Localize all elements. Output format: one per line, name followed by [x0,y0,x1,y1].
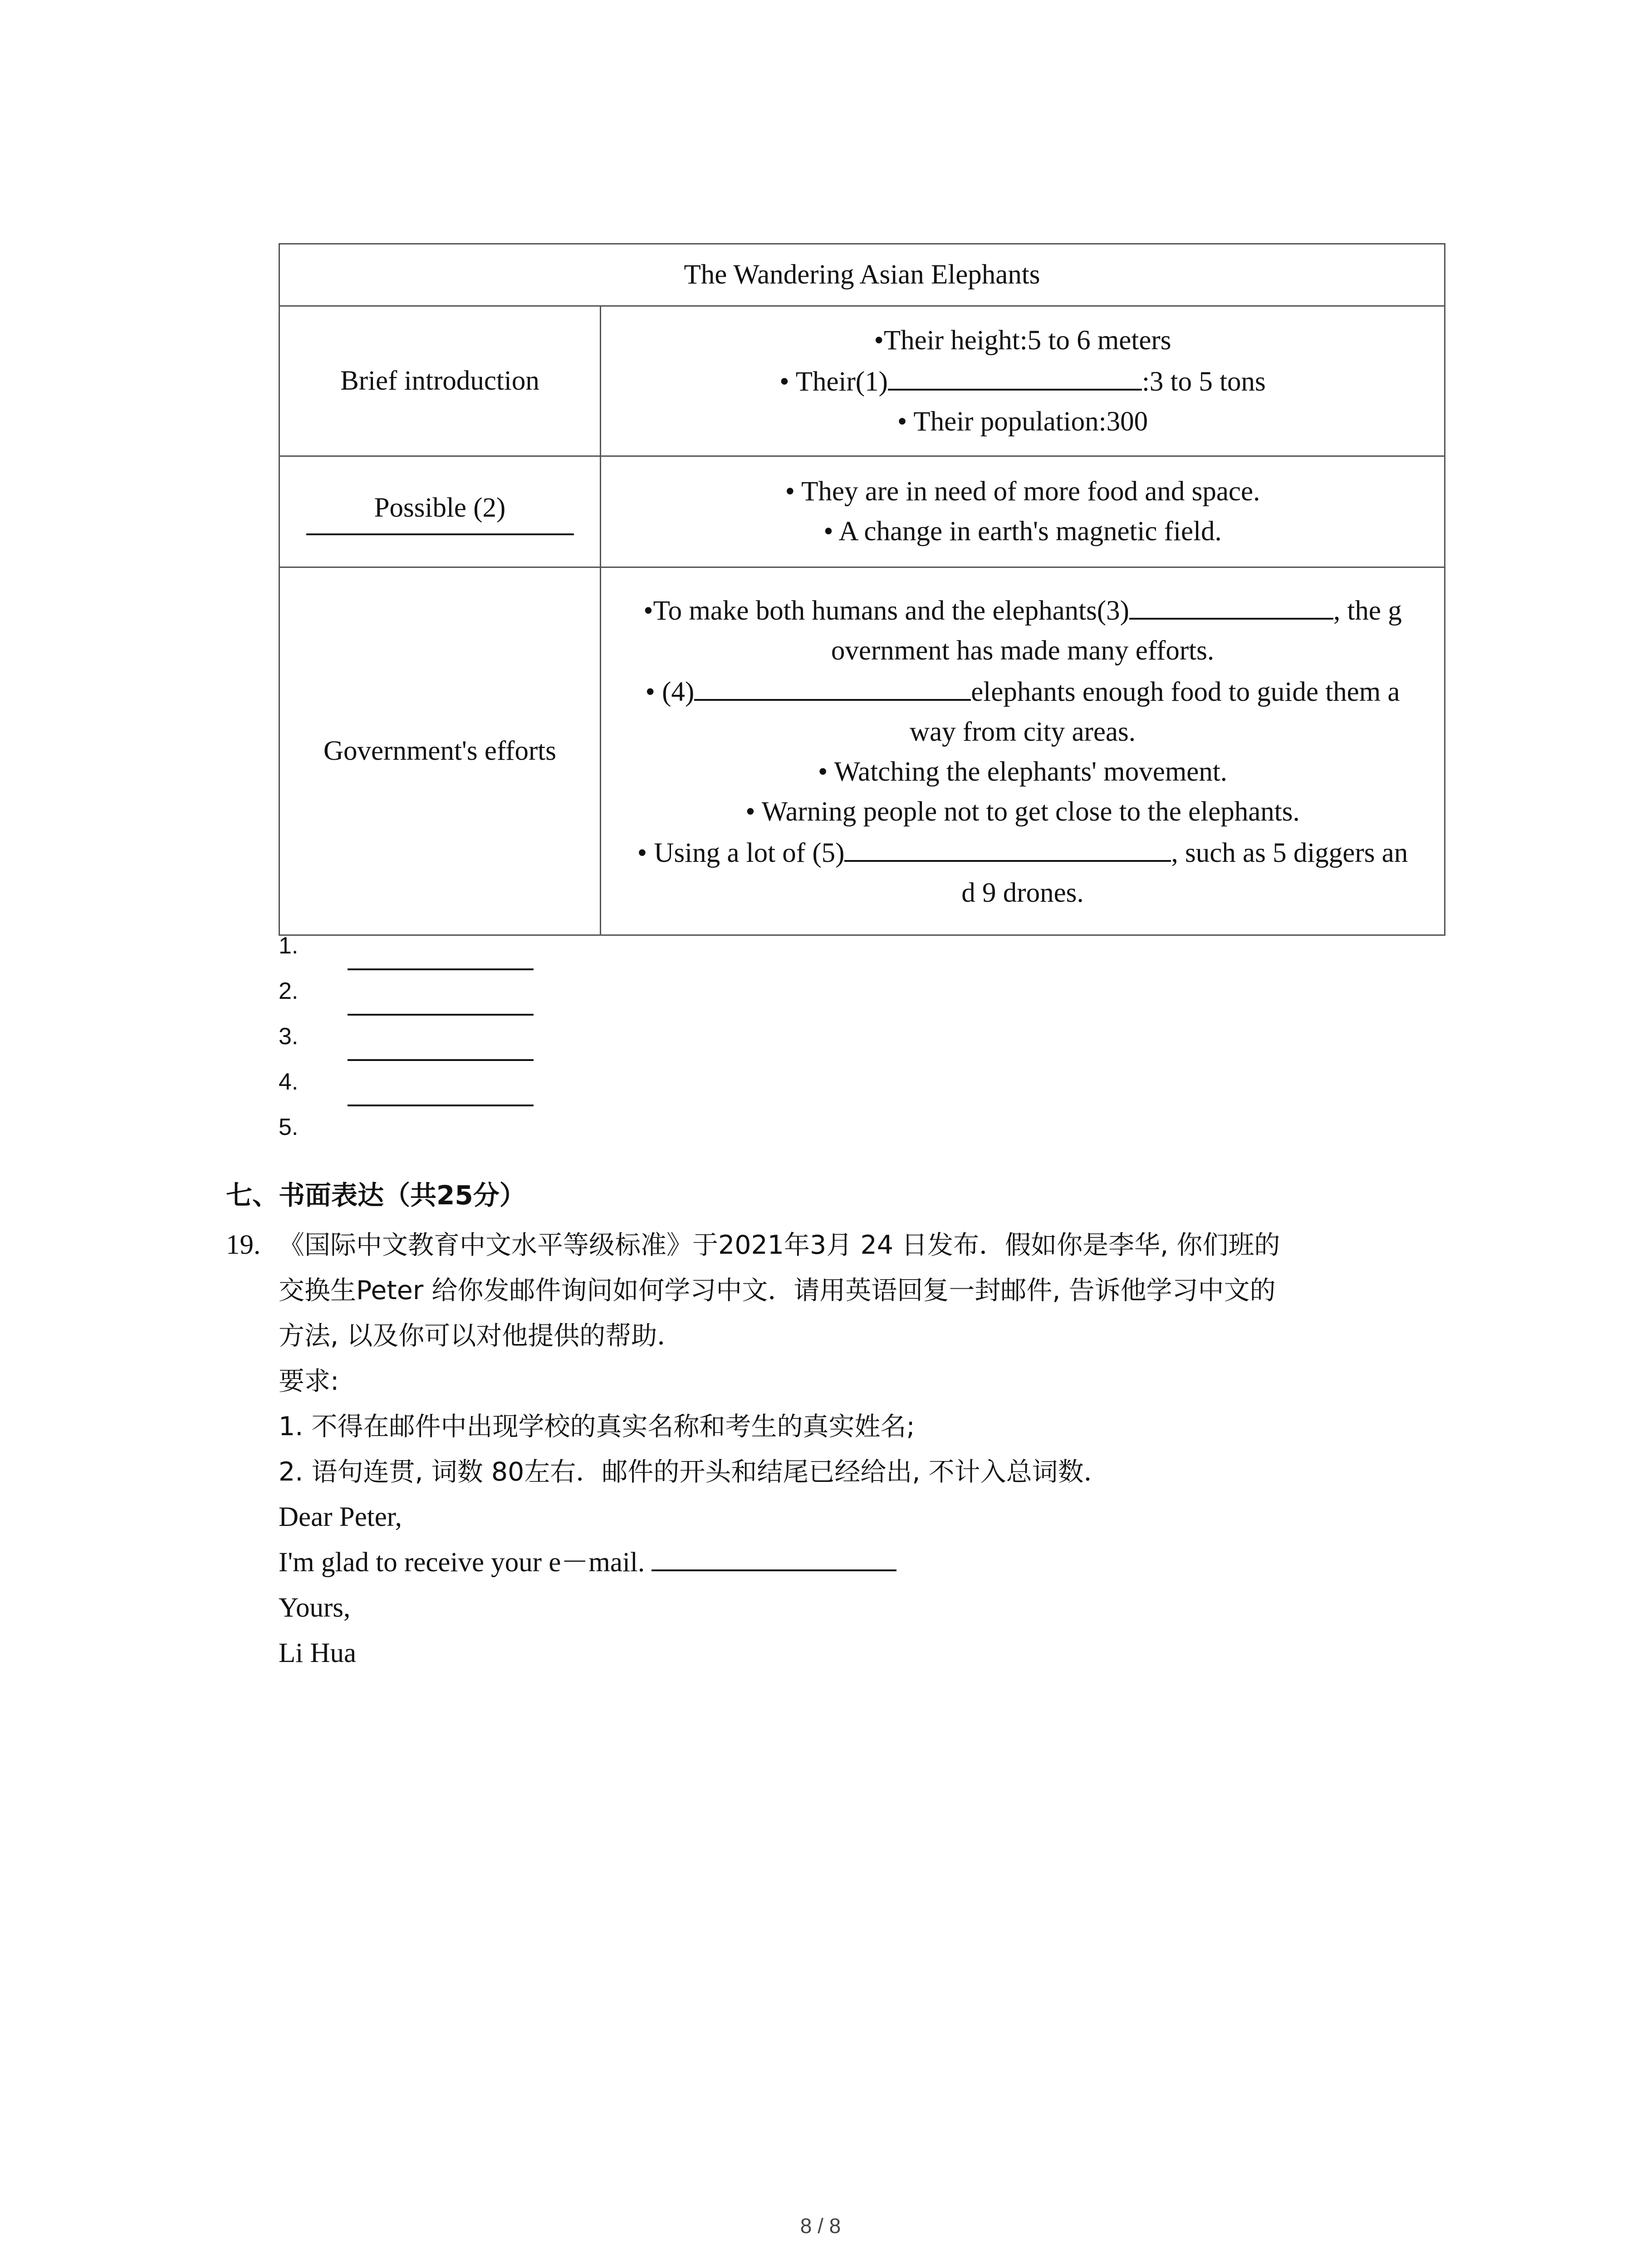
possible-label-cell [279,456,601,567]
blank-4[interactable] [694,671,971,701]
table-title: The Wandering Asian Elephants [279,244,1445,306]
answer-number: 4. [279,1069,299,1095]
elephants-info-table [279,243,1445,936]
gov-effort-2-cont: way from city areas. [910,716,1136,747]
email-closing: Yours, [279,1593,351,1623]
email-signature: Li Hua [279,1638,357,1668]
requirement-1: 1. 不得在邮件中出现学校的真实名称和考生的真实姓名; [279,1412,915,1442]
brief-introduction-content [601,306,1445,456]
gov-effort-1 [602,590,1444,631]
gov-effort-5-prefix: • Using a lot of (5) [637,837,845,868]
government-efforts-content [601,567,1445,935]
answer-number: 3. [279,1023,299,1050]
brief-weight-line [602,361,1444,402]
section-title: 七、书面表达（共25分） [226,1180,526,1211]
blank-2[interactable] [306,533,574,535]
requirement-2: 2. 语句连贯, 词数 80左右．邮件的开头和结尾已经给出, 不计入总词数． [279,1457,1110,1487]
table-row-brief [279,306,1445,456]
possible-content [601,456,1445,567]
question-text-line-3: 方法, 以及你可以对他提供的帮助． [279,1321,683,1351]
possible-reason-2: • A change in earth's magnetic field. [823,516,1222,547]
table-row-government [279,567,1445,935]
email-greeting: Dear Peter, [279,1502,402,1532]
brief-weight-prefix: • Their(1) [779,366,888,397]
question-text-line-1: 《国际中文教育中文水平等级标准》于2021年3月 24 日发布．假如你是李华, 你们班的 [279,1230,1280,1260]
brief-height-text: •Their height:5 to 6 meters [874,325,1171,356]
answer-line-2[interactable] [279,978,551,1023]
gov-effort-2-suffix: elephants enough food to guide them a [971,676,1400,707]
gov-effort-5-cont: d 9 drones. [961,877,1084,908]
page-number: 8 / 8 [800,2214,841,2238]
answer-line-5[interactable] [279,1114,551,1159]
gov-effort-5-suffix: , such as 5 diggers an [1171,837,1408,868]
gov-effort-2-prefix: • (4) [645,676,695,707]
answer-line-1[interactable] [279,932,551,978]
table-row-possible [279,456,1445,567]
answer-line-3[interactable] [279,1023,551,1068]
answer-line-4[interactable] [279,1068,551,1114]
answer-underline [348,1105,534,1106]
brief-weight-suffix: :3 to 5 tons [1141,366,1266,397]
question-number: 19. [226,1230,261,1260]
question-text-line-2: 交换生Peter 给你发邮件询问如何学习中文．请用英语回复一封邮件, 告诉他学习中文的 [279,1276,1276,1305]
possible-reason-1: • They are in need of more food and space. [785,476,1260,507]
email-body-blank[interactable] [652,1541,896,1571]
email-opening-text: I'm glad to receive your e－mail. [279,1547,645,1578]
government-efforts-label: Government's efforts [279,567,601,935]
gov-effort-3: • Watching the elephants' movement. [818,756,1228,787]
possible-label: Possible (2) [374,493,506,523]
gov-effort-1-cont: overnment has made many efforts. [831,635,1215,666]
answer-number: 5. [279,1114,299,1140]
answer-number: 2. [279,978,299,1004]
email-opening-line [279,1540,896,1585]
gov-effort-1-suffix: , the g [1333,595,1402,626]
table-title-row [279,244,1445,306]
gov-effort-1-prefix: •To make both humans and the elephants(3) [643,595,1129,626]
answer-number: 1. [279,933,299,959]
blank-3[interactable] [1129,590,1333,620]
gov-effort-2 [602,671,1444,712]
blank-1[interactable] [888,361,1142,391]
brief-population-text: • Their population:300 [897,406,1148,437]
gov-effort-4: • Warning people not to get close to the elephants. [745,796,1300,827]
answer-underline [348,1014,534,1016]
gov-effort-5 [602,832,1444,873]
requirements-title: 要求: [279,1366,339,1396]
brief-introduction-label: Brief introduction [279,306,601,456]
blank-5[interactable] [844,832,1171,862]
answer-underline [348,968,534,970]
answer-underline [348,1059,534,1061]
